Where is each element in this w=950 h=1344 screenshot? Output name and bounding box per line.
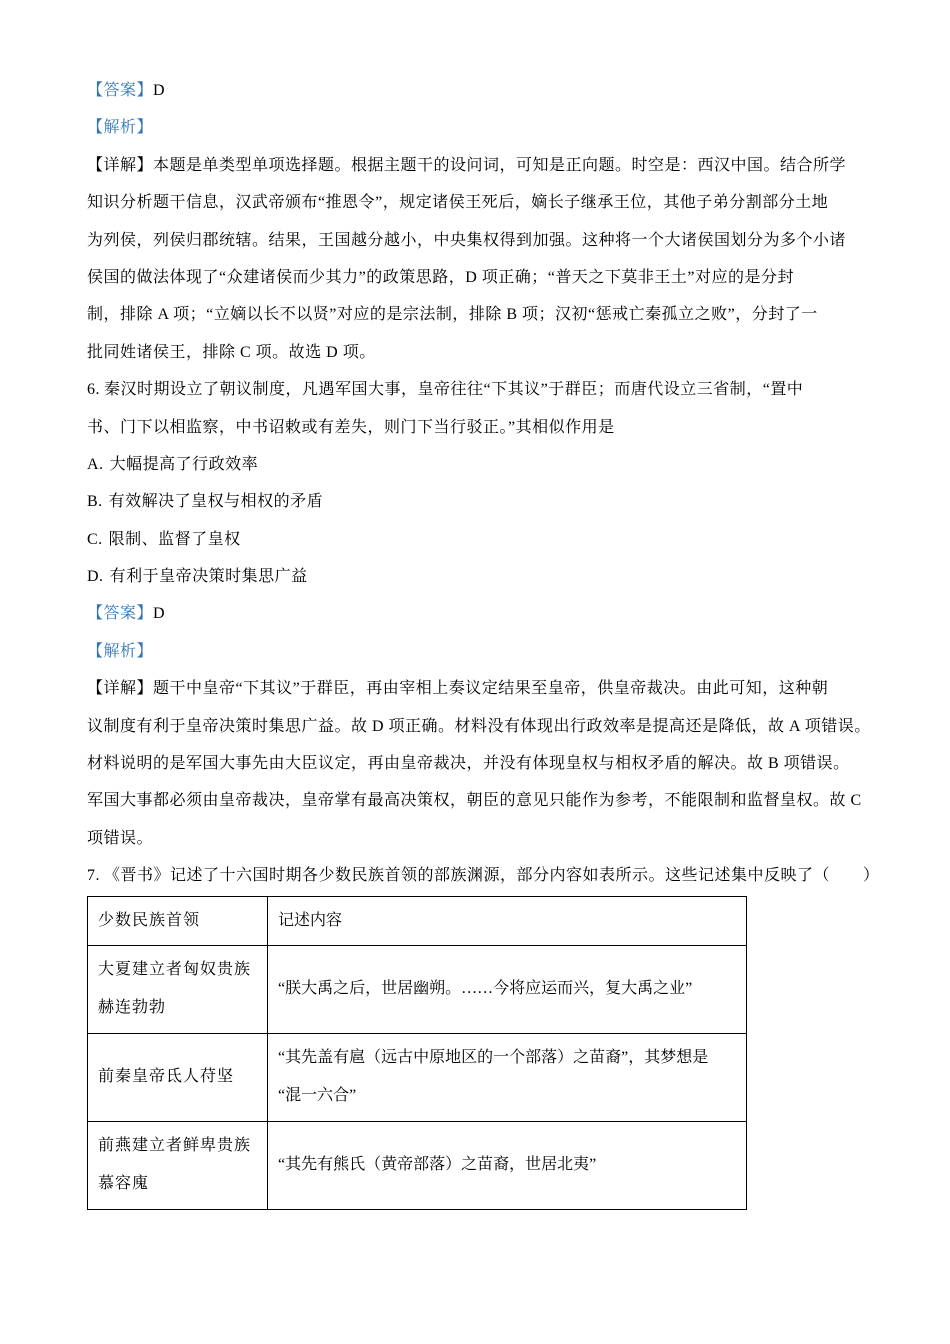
leader-text: 赫连勃勃	[98, 999, 167, 1017]
q6-detail-line	[87, 670, 887, 707]
q6-option-c	[87, 521, 887, 558]
q5-detail-text: 批同姓诸侯王，排除 C 项。故选 D 项。	[87, 343, 376, 361]
q5-analysis-line	[87, 109, 887, 146]
q6-option-a	[87, 446, 887, 483]
record-cell	[268, 945, 747, 1033]
q5-answer-value: D	[153, 82, 166, 99]
q6-option-b	[87, 483, 887, 520]
q5-detail-text: 知识分析题干信息，汉武帝颁布“推恩令”，规定诸侯王死后，嫡长子继承王位，其他子弟分割部分土地	[87, 194, 829, 212]
q5-detail-text: 制，排除 A 项；“立嫡以长不以贤”对应的是宗法制，排除 B 项；汉初“惩戒亡秦孤立之败”，分封了一	[87, 306, 818, 324]
q7-table	[87, 896, 747, 1210]
record-text: “朕大禹之后，世居幽朔。……今将应运而兴，复大禹之业”	[278, 980, 693, 998]
q6-detail-text: 题干中皇帝“下其议”于群臣，再由宰相上奏议定结果至皇帝，供皇帝裁决。由此可知，这种朝	[153, 680, 829, 698]
option-text: 有效解决了皇权与相权的矛盾	[108, 493, 324, 511]
option-text: 有利于皇帝决策时集思广益	[109, 568, 308, 586]
table-row	[88, 945, 747, 1033]
q5-answer-line	[87, 72, 887, 109]
leader-cell	[88, 1121, 268, 1209]
q5-detail-text: 侯国的做法体现了“众建诸侯而少其力”的政策思路，D 项正确；“普天之下莫非王土”对应的是分封	[87, 268, 794, 286]
q6-answer-label: 【答案】	[87, 605, 154, 623]
record-text: “其先盖有扈（远古中原地区的一个部落）之苗裔”，其梦想是	[278, 1049, 709, 1067]
record-text: “其先有熊氏（黄帝部落）之苗裔，世居北夷”	[278, 1156, 597, 1174]
q5-answer-label: 【答案】	[87, 82, 154, 99]
q7-stem-text: 《晋书》记述了十六国时期各少数民族首领的部族渊源，部分内容如表所示。这些记述集中反映了（ ）	[104, 867, 880, 885]
record-text: “混一六合”	[278, 1087, 357, 1105]
record-cell	[268, 1033, 747, 1121]
q6-stem-line	[87, 371, 887, 408]
header-record: 记述内容	[278, 911, 343, 929]
q5-detail-text: 本题是单类型单项选择题。根据主题干的设问词，可知是正向题。时空是：西汉中国。结合所学	[153, 156, 847, 174]
q6-number: 6.	[87, 381, 100, 399]
table-header-cell	[268, 896, 747, 945]
q5-detail-label: 【详解】	[87, 156, 154, 174]
option-key: D.	[87, 568, 104, 586]
option-key: A.	[87, 455, 104, 473]
q6-answer-line	[87, 595, 887, 632]
header-leader: 少数民族首领	[98, 911, 201, 929]
table-row	[88, 1033, 747, 1121]
table-row	[88, 1121, 747, 1209]
leader-text: 前燕建立者鲜卑贵族	[98, 1137, 252, 1155]
q6-answer-value: D	[153, 605, 166, 623]
q5-detail-text: 为列侯，列侯归郡统辖。结果，王国越分越小，中央集权得到加强。这种将一个大诸侯国划分为多个小诸	[87, 231, 847, 249]
leader-cell	[88, 945, 268, 1033]
leader-cell	[88, 1033, 268, 1121]
q6-option-d	[87, 558, 887, 595]
option-text: 大幅提高了行政效率	[109, 455, 259, 473]
record-cell	[268, 1121, 747, 1209]
q6-detail-text: 材料说明的是军国大事先由大臣议定，再由皇帝裁决，并没有体现皇权与相权矛盾的解决。故 B 项错误。	[87, 755, 850, 773]
q6-detail-text: 项错误。	[87, 829, 154, 847]
q5-detail-line	[87, 147, 887, 184]
q7-number: 7.	[87, 867, 100, 885]
leader-text: 大夏建立者匈奴贵族	[98, 961, 252, 979]
q6-analysis-line	[87, 633, 887, 670]
q7-stem-line	[87, 857, 887, 894]
q6-detail-text: 议制度有利于皇帝决策时集思广益。故 D 项正确。材料没有体现出行政效率是提高还是降低，故 A 项错误。	[87, 717, 871, 735]
option-key: C.	[87, 530, 103, 548]
option-key: B.	[87, 493, 103, 511]
option-text: 限制、监督了皇权	[108, 530, 241, 548]
table-header-cell	[88, 896, 268, 945]
document-page	[87, 72, 887, 1210]
table-header-row	[88, 896, 747, 945]
q6-detail-text: 军国大事都必须由皇帝裁决，皇帝掌有最高决策权，朝臣的意见只能作为参考，不能限制和监督皇权。故 C	[87, 792, 862, 810]
q5-analysis-label: 【解析】	[87, 119, 154, 137]
q6-analysis-label: 【解析】	[87, 642, 154, 660]
leader-text: 前秦皇帝氐人苻坚	[98, 1068, 235, 1086]
q6-stem-text: 秦汉时期设立了朝议制度，凡遇军国大事，皇帝往往“下其议”于群臣；而唐代设立三省制，“置中	[104, 381, 804, 399]
q6-stem-text: 书、门下以相监察，中书诏敕或有差失，则门下当行驳正。”其相似作用是	[87, 418, 615, 436]
leader-text: 慕容廆	[98, 1175, 150, 1193]
q6-detail-label: 【详解】	[87, 680, 154, 698]
